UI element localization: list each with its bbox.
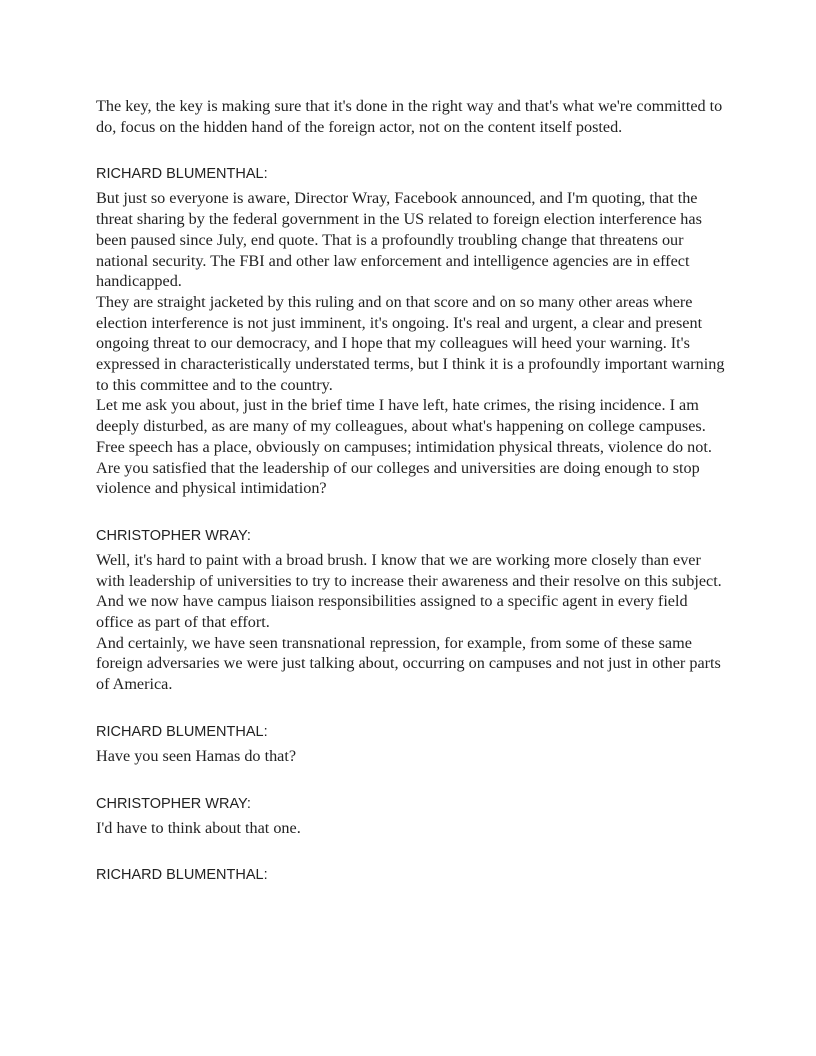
transcript-text-block <box>96 818 726 839</box>
speaker-label: CHRISTOPHER WRAY: <box>96 795 251 812</box>
transcript-text-block <box>96 746 726 767</box>
transcript-paragraph: I'd have to think about that one. <box>96 818 301 837</box>
transcript-paragraph: And certainly, we have seen transnational repression, for example, from some of these same foreign adversaries we were just talking about, occurring on campuses and not just in other parts of America. <box>96 633 721 694</box>
speaker-label: RICHARD BLUMENTHAL: <box>96 723 268 740</box>
transcript-text-block <box>96 96 726 137</box>
transcript-text-block <box>96 188 726 499</box>
transcript-paragraph: Let me ask you about, just in the brief time I have left, hate crimes, the rising incidence. I am deeply disturbed, as are many of my colleagues, about what's happening on college campuses. Free speech has a place, obviously on campuses; intimidation physical threats, violence do not. Are you satisfied that the leadership of our colleges and universities are doing enough to stop violence and physical intimidation? <box>96 396 712 498</box>
speaker-label: RICHARD BLUMENTHAL: <box>96 867 268 884</box>
transcript-paragraph: But just so everyone is aware, Director Wray, Facebook announced, and I'm quoting, that the threat sharing by the federal government in the US related to foreign election interference has been paused since July, end quote. That is a profoundly troubling change that threatens our national security. The FBI and other law enforcement and intelligence agencies are in effect handicapped. <box>96 189 702 291</box>
transcript-paragraph: The key, the key is making sure that it's done in the right way and that's what we're committed to do, focus on the hidden hand of the foreign actor, not on the content itself posted. <box>96 97 723 136</box>
speaker-label: RICHARD BLUMENTHAL: <box>96 166 268 183</box>
speaker-label: CHRISTOPHER WRAY: <box>96 527 251 544</box>
transcript-paragraph: Well, it's hard to paint with a broad brush. I know that we are working more closely than ever with leadership of universities to try to increase their awareness and their resolve on this subject. And we now have campus liaison responsibilities assigned to a specific agent in every field office as part of that effort. <box>96 550 722 632</box>
transcript-page <box>96 96 726 884</box>
transcript-text-block <box>96 550 726 695</box>
transcript-paragraph: They are straight jacketed by this ruling and on that score and on so many other areas where election interference is not just imminent, it's ongoing. It's real and urgent, a clear and present ongoing threat to our democracy, and I hope that my colleagues will heed your warning. It's expressed in characteristically understated terms, but I think it is a profoundly important warning to this committee and to the country. <box>96 292 725 394</box>
transcript-paragraph: Have you seen Hamas do that? <box>96 746 297 765</box>
